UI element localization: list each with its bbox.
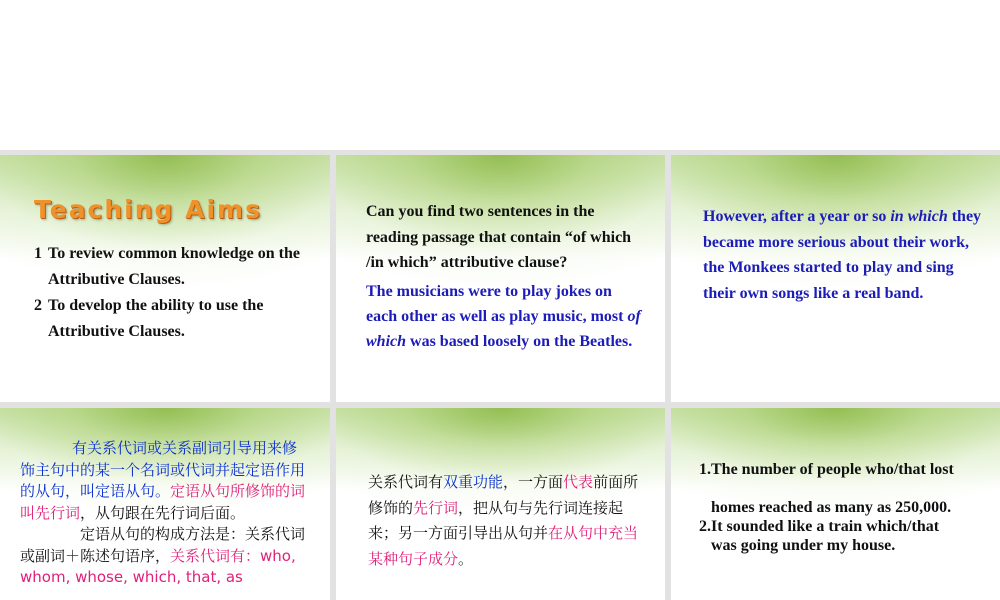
function-s4: 代表 — [563, 473, 594, 491]
answer-part-b: was based loosely on the Beatles. — [406, 333, 633, 350]
answer-text — [366, 279, 646, 354]
slide-relative-pronoun-function[interactable] — [336, 408, 665, 600]
function-s3: ，一方面 — [503, 473, 564, 491]
definition-pink: 定语从句所修饰的词叫先行词 — [20, 482, 306, 522]
example-line: was going under my house. — [711, 537, 896, 554]
function-s7: ，把从句与先行词连接起来；另一方面引导出从句并 — [368, 498, 624, 542]
aims-item — [34, 293, 324, 345]
slide-example-in-which[interactable] — [671, 155, 1000, 402]
example-line: 1.The number of people who/that lost — [699, 461, 954, 478]
example-emphasis: in which — [890, 208, 948, 225]
function-s6: 先行词 — [413, 498, 459, 517]
aims-item-text: To review common knowledge on the Attributive Clauses. — [48, 245, 300, 288]
construction-pink: 关系代词有：who, whom, whose, which, that, as — [20, 546, 296, 586]
function-s9: 。 — [458, 549, 474, 568]
function-text — [368, 470, 643, 572]
construction-black: 定语从句的构成方法是：关系代词或副词＋陈述句语序， — [20, 525, 306, 565]
slide-teaching-aims[interactable] — [0, 155, 330, 402]
example-part-a: However, after a year or so — [703, 208, 891, 225]
example-part-b: they became more serious about their work, the Monkees started to play and sing their own songs like a real band. — [703, 208, 982, 303]
examples-text — [699, 460, 989, 555]
slide-question[interactable] — [336, 155, 665, 402]
slide-examples[interactable] — [671, 408, 1000, 600]
answer-emphasis: of which — [366, 308, 641, 350]
function-s5: 前面所修饰的 — [368, 473, 639, 517]
aims-item — [34, 241, 324, 293]
example-text — [703, 204, 988, 307]
aims-item-number: 1 — [34, 245, 42, 262]
answer-part-a: The musicians were to play jokes on each other as well as play music, most — [366, 283, 628, 325]
aims-list — [34, 241, 324, 345]
function-s1: 关系代词有 — [368, 473, 444, 491]
example-line: 2.It sounded like a train which/that — [699, 518, 940, 535]
teaching-aims-title: Teaching Aims — [34, 195, 262, 224]
question-text: Can you find two sentences in the reading passage that contain “of which /in which” attributive clause? — [366, 203, 632, 271]
slide-definition[interactable] — [0, 408, 330, 600]
aims-item-text: To develop the ability to use the Attributive Clauses. — [48, 297, 264, 340]
definition-text — [20, 438, 310, 589]
definition-blue: 有关系代词或关系副词引导用来修饰主句中的某一个名词或代词并起定语作用的从句，叫定语从句。 — [20, 439, 306, 500]
function-s8: 在从句中充当某种句子成分 — [368, 524, 639, 568]
example-line: homes reached as many as 250,000. — [711, 499, 952, 516]
aims-item-number: 2 — [34, 297, 42, 314]
definition-black: ，从句跟在先行词后面。 — [80, 503, 246, 522]
function-s2: 双重功能 — [443, 473, 504, 491]
